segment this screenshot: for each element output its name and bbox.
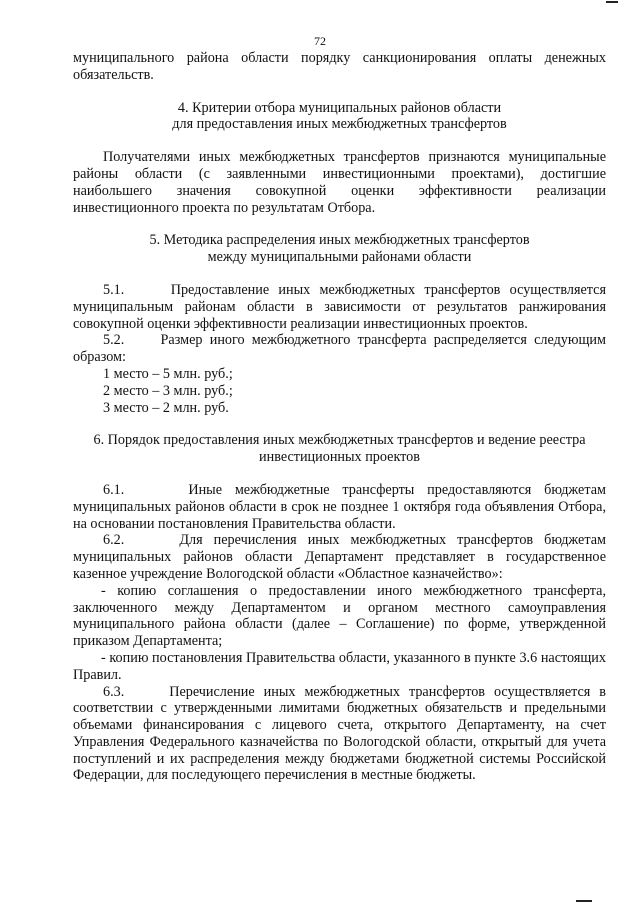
clause-6-2-item-1: - копию соглашения о предоставлении иного межбюджетного трансферта, заключенного между Департаментом и органом местного самоуправления муниципального района области (далее – Соглашение) по форме, утвержденной приказом Департамента; (73, 582, 606, 650)
scan-mark-top (606, 1, 618, 3)
clause-5-2: 5.2. Размер иного межбюджетного трансферта распределяется следующим образом: (73, 332, 606, 366)
clause-6-3: 6.3. Перечисление иных межбюджетных трансфертов осуществляется в соответствии с утвержденными лимитами бюджетных обязательств и предельными объемами финансирования с лицевого счета, открытого Департаменту, на счет Управления Федерального казначейства по Вологодской области, открытый для учета поступлений и их распределения между бюджетами бюджетной системы Российской Федерации, для последующего перечисления в местные бюджеты. (73, 683, 606, 784)
section-5-heading-line-2: между муниципальными районами области (207, 249, 472, 266)
section-6-heading: 6. Порядок предоставления иных межбюджетных трансфертов и ведение реестра инвестиционных проектов (93, 432, 586, 466)
place-2-amount: 2 место – 3 млн. руб.; (103, 382, 233, 399)
clause-6-2: 6.2. Для перечисления иных межбюджетных трансфертов бюджетам муниципальных районов области Департамент представляет в государственное казенное учреждение Вологодской области «Областное казначейство»: (73, 532, 606, 582)
continuation-paragraph: муниципального района области порядку санкционирования оплаты денежных обязательств. (73, 50, 606, 83)
section-4-paragraph: Получателями иных межбюджетных трансфертов признаются муниципальные районы области (с заявленными инвестиционными проектами), достигшие наибольшего значения совокупной оценки эффективности реализации инвестиционного проекта по результатам Отбора. (73, 149, 606, 216)
clause-5-1: 5.1. Предоставление иных межбюджетных трансфертов осуществляется муниципальным районам области в зависимости от результатов ранжирования совокупной оценки эффективности реализации инвестиционных проектов. (73, 281, 606, 332)
section-4-heading-line-1: 4. Критерии отбора муниципальных районов области (177, 99, 502, 116)
section-5-heading-line-1: 5. Методика распределения иных межбюджетных трансфертов (149, 232, 530, 249)
page-number: 72 (314, 34, 326, 48)
scan-mark-bottom (576, 900, 592, 902)
document-body (73, 50, 606, 784)
place-1-amount: 1 место – 5 млн. руб.; (103, 365, 233, 382)
section-4-heading-line-2: для предоставления иных межбюджетных трансфертов (172, 116, 507, 133)
clause-6-2-item-2: - копию постановления Правительства области, указанного в пункте 3.6 настоящих Правил. (73, 649, 606, 683)
place-3-amount: 3 место – 2 млн. руб. (103, 399, 229, 416)
clause-6-1: 6.1. Иные межбюджетные трансферты предоставляются бюджетам муниципальных районов области в срок не позднее 1 октября года объявления Отбора, на основании постановления Правительства области. (73, 481, 606, 532)
